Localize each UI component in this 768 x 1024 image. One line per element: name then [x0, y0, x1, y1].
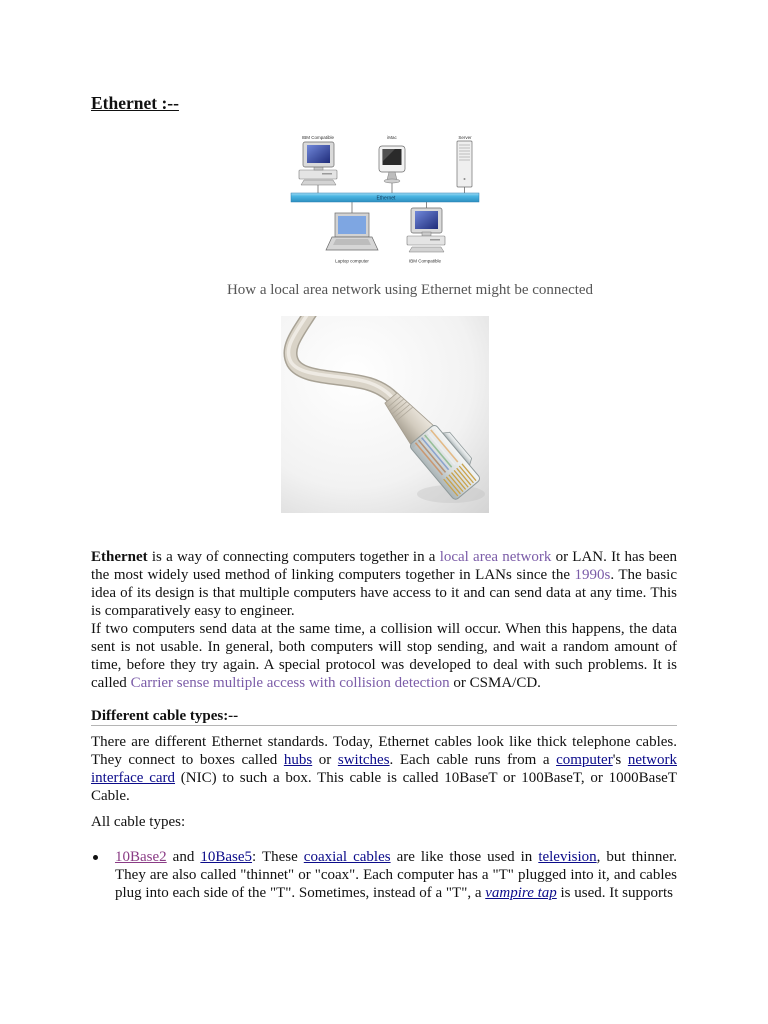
intro-section: [91, 548, 677, 692]
imac-icon: [379, 146, 405, 183]
link-hubs[interactable]: hubs: [283, 752, 313, 768]
text-segment: and: [166, 849, 201, 865]
text-segment: 's: [612, 752, 628, 768]
link-network-interface-card[interactable]: network interface card: [91, 752, 677, 786]
text-segment: or: [312, 752, 338, 768]
link-vampire-tap[interactable]: vampire tap: [485, 885, 557, 901]
desktop-computer-icon: [407, 208, 445, 252]
text-segment: is a way of connecting computers together in a: [147, 549, 440, 565]
text-segment: . Each cable runs from a: [389, 752, 557, 768]
link-csma-cd[interactable]: Carrier sense multiple access with collision detection: [130, 675, 450, 691]
node-label: Laptop computer: [335, 258, 369, 264]
text-segment: are like those used in: [390, 849, 539, 865]
text-segment: There are different Ethernet standards. Today, Ethernet cables look like thick telephone cables. They connect to boxes called: [91, 734, 677, 768]
link-computer[interactable]: computer: [556, 752, 613, 768]
text-segment: (NIC) to such a box. This cable is called 10BaseT or 100BaseT, or 1000BaseT Cable.: [91, 770, 677, 804]
text-segment: If two computers send data at the same time, a collision will occur. When this happens, the data sent is not usable. In general, both computers will stop sending, and wait a random amount of time, before they try again. A special protocol was developed to deal with such problems. It is called: [91, 621, 677, 691]
page-title: Ethernet :--: [91, 93, 179, 113]
figure-caption: How a local area network using Ethernet might be connected: [226, 282, 594, 298]
intro-paragraph: [91, 548, 677, 620]
text-segment: or LAN. It has been the most widely used method of linking computers together in LANs since the: [91, 549, 677, 583]
node-label: Server: [458, 135, 472, 140]
text-segment: is used. It supports: [556, 885, 674, 901]
section-heading-cable-types: Different cable types:--: [91, 707, 677, 726]
collision-paragraph: [91, 620, 677, 692]
node-label: iMac: [387, 135, 397, 140]
server-tower-icon: [457, 141, 472, 187]
node-label: IBM Compatible: [408, 258, 442, 264]
bullet-marker: [93, 855, 98, 860]
link-local-area-network[interactable]: local area network: [439, 549, 552, 565]
link-television[interactable]: television: [538, 849, 597, 865]
list-intro: All cable types:: [91, 814, 186, 830]
ethernet-cable-photo: [281, 316, 489, 513]
desktop-computer-icon: [299, 142, 337, 185]
node-label: IBM Compatible: [301, 135, 335, 140]
link-10base2[interactable]: 10Base2: [115, 849, 167, 865]
bus-label: Ethernet: [376, 195, 396, 202]
cable-types-section: [91, 733, 677, 805]
laptop-icon: [326, 213, 378, 250]
text-segment: : These: [252, 849, 304, 865]
text-segment: . The basic idea of its design is that multiple computers have access to it and can send data at any time. This is comparatively easy to engineer.: [91, 567, 677, 619]
link-switches[interactable]: switches: [337, 752, 390, 768]
link-coaxial-cables[interactable]: coaxial cables: [303, 849, 391, 865]
standards-paragraph: [91, 733, 677, 805]
text-segment: or CSMA/CD.: [449, 675, 541, 691]
list-item-text: [115, 848, 677, 902]
link-10base5[interactable]: 10Base5: [200, 849, 253, 865]
ethernet-network-diagram: [290, 133, 480, 265]
link-1990s[interactable]: 1990s: [574, 567, 611, 583]
list-item: [91, 848, 677, 904]
text-segment: , but thinner. They are also called "thinnet" or "coax". Each computer has a "T" plugged into it, and cables plug into each side of the "T". Sometimes, instead of a "T", a: [115, 849, 677, 901]
term-ethernet: Ethernet: [91, 549, 148, 565]
